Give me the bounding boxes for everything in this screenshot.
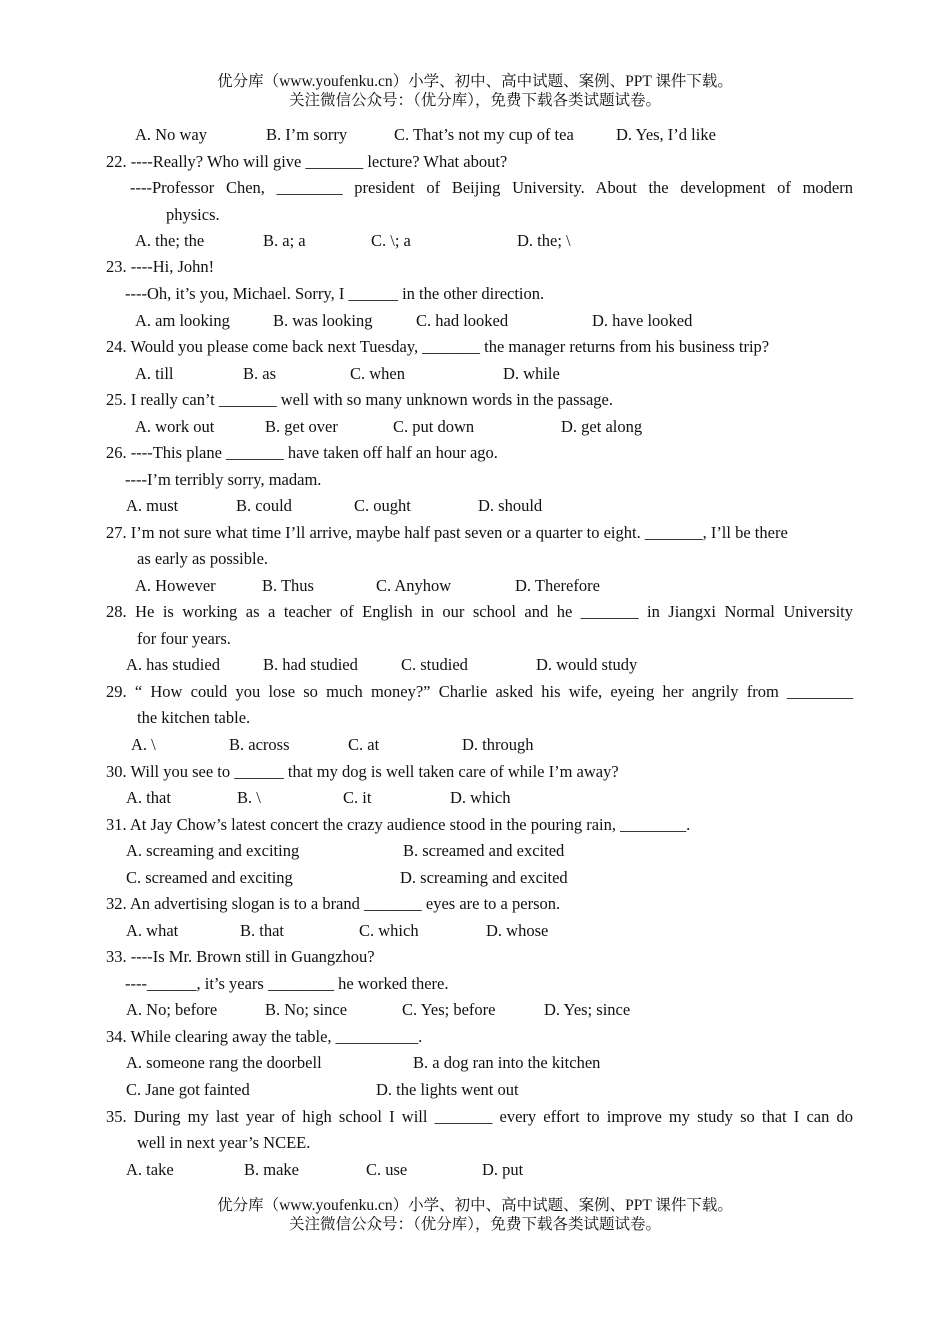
footer-line-2: 关注微信公众号：（优分库），免费下载各类试题试卷。 [288, 1216, 661, 1233]
option-a: A. work out [135, 417, 215, 436]
option-c: C. Anyhow [376, 576, 452, 595]
option-a: A. till [135, 364, 174, 383]
option-a: A. However [135, 576, 216, 595]
option-d: D. screaming and excited [400, 868, 568, 887]
header-line-2: 关注微信公众号：（优分库），免费下载各类试题试卷。 [288, 92, 661, 109]
option-d: D. would study [536, 655, 638, 674]
question-22-stem: 22. ----Really? Who will give _______ lecture? What about? [106, 152, 508, 171]
question-30-stem: 30. Will you see to ______ that my dog is well taken care of while I’m away? [106, 762, 619, 781]
option-b: B. \ [237, 788, 261, 807]
question-29-line-2: the kitchen table. [137, 708, 251, 727]
question-33-line-2: ----______, it’s years ________ he worked there. [125, 974, 449, 993]
option-c: C. That’s not my cup of tea [394, 125, 574, 144]
question-27-line-2: as early as possible. [137, 549, 269, 568]
question-27-stem: 27. I’m not sure what time I’ll arrive, maybe half past seven or a quarter to eight. _______, I’ll be there [106, 523, 788, 542]
option-c: C. studied [401, 655, 468, 674]
question-35-line-2: well in next year’s NCEE. [137, 1133, 311, 1152]
option-c: C. at [348, 735, 380, 754]
question-24-stem: 24. Would you please come back next Tuesday, _______ the manager returns from his business trip? [106, 337, 770, 356]
option-b: B. I’m sorry [266, 125, 348, 144]
option-b: B. screamed and excited [403, 841, 565, 860]
option-d: D. Yes; since [544, 1000, 631, 1019]
question-28-stem: 28. He is working as a teacher of English in our school and he _______ in Jiangxi Normal University [106, 602, 853, 621]
option-d: D. should [478, 496, 543, 515]
option-c: C. ought [354, 496, 411, 515]
option-b: B. Thus [262, 576, 314, 595]
option-c: C. had looked [416, 311, 509, 330]
option-c: C. Jane got fainted [126, 1080, 250, 1099]
option-d: D. get along [561, 417, 643, 436]
page-footer [0, 1196, 950, 1234]
option-a: A. the; the [135, 231, 205, 250]
option-d: D. the lights went out [376, 1080, 519, 1099]
option-b: B. that [240, 921, 284, 940]
option-d: D. put [482, 1160, 524, 1179]
option-b: B. a; a [263, 231, 306, 250]
option-b: B. was looking [273, 311, 373, 330]
header-line-1: 优分库（www.youfenku.cn）小学、初中、高中试题、案例、PPT 课件下载。 [217, 73, 733, 90]
option-d: D. have looked [592, 311, 693, 330]
option-a: A. \ [131, 735, 156, 754]
option-d: D. Yes, I’d like [616, 125, 716, 144]
option-b: B. had studied [263, 655, 358, 674]
option-b: B. make [244, 1160, 299, 1179]
option-a: A. someone rang the doorbell [126, 1053, 322, 1072]
question-31-stem: 31. At Jay Chow’s latest concert the crazy audience stood in the pouring rain, ________. [106, 815, 691, 834]
option-c: C. \; a [371, 231, 411, 250]
question-29-stem: 29. “ How could you lose so much money?” Charlie asked his wife, eyeing her angrily from ________ [106, 682, 853, 701]
option-a: A. screaming and exciting [126, 841, 300, 860]
option-d: D. Therefore [515, 576, 600, 595]
option-a: A. No; before [126, 1000, 218, 1019]
question-26-line-2: ----I’m terribly sorry, madam. [125, 470, 322, 489]
option-b: B. as [243, 364, 276, 383]
option-a: A. must [126, 496, 179, 515]
option-c: C. Yes; before [402, 1000, 496, 1019]
option-a: A. what [126, 921, 179, 940]
option-a: A. has studied [126, 655, 220, 674]
question-26-stem: 26. ----This plane _______ have taken off half an hour ago. [106, 443, 498, 462]
option-d: D. through [462, 735, 534, 754]
option-b: B. No; since [265, 1000, 348, 1019]
option-a: A. that [126, 788, 171, 807]
option-c: C. it [343, 788, 372, 807]
option-a: A. am looking [135, 311, 230, 330]
question-33-stem: 33. ----Is Mr. Brown still in Guangzhou? [106, 947, 375, 966]
question-22-line-2: ----Professor Chen, ________ president of Beijing University. About the development of modern [130, 178, 853, 197]
page-header [0, 72, 950, 110]
option-b: B. across [229, 735, 290, 754]
question-34-stem: 34. While clearing away the table, __________. [106, 1027, 423, 1046]
footer-line-1: 优分库（www.youfenku.cn）小学、初中、高中试题、案例、PPT 课件下载。 [217, 1197, 733, 1214]
question-22-line-3: physics. [166, 205, 220, 224]
question-25-stem: 25. I really can’t _______ well with so many unknown words in the passage. [106, 390, 613, 409]
option-d: D. which [450, 788, 511, 807]
option-c: C. put down [393, 417, 475, 436]
option-c: C. use [366, 1160, 408, 1179]
option-b: B. could [236, 496, 292, 515]
question-32-stem: 32. An advertising slogan is to a brand _______ eyes are to a person. [106, 894, 561, 913]
option-b: B. a dog ran into the kitchen [413, 1053, 601, 1072]
option-d: D. while [503, 364, 560, 383]
question-23-line-2: ----Oh, it’s you, Michael. Sorry, I ______ in the other direction. [125, 284, 545, 303]
question-28-line-2: for four years. [137, 629, 231, 648]
question-23-stem: 23. ----Hi, John! [106, 257, 215, 276]
option-c: C. when [350, 364, 405, 383]
option-d: D. whose [486, 921, 549, 940]
question-35-stem: 35. During my last year of high school I will _______ every effort to improve my study so that I can do [106, 1107, 853, 1126]
option-b: B. get over [265, 417, 338, 436]
option-c: C. which [359, 921, 419, 940]
option-d: D. the; \ [517, 231, 571, 250]
option-a: A. take [126, 1160, 174, 1179]
option-a: A. No way [135, 125, 207, 144]
option-c: C. screamed and exciting [126, 868, 293, 887]
